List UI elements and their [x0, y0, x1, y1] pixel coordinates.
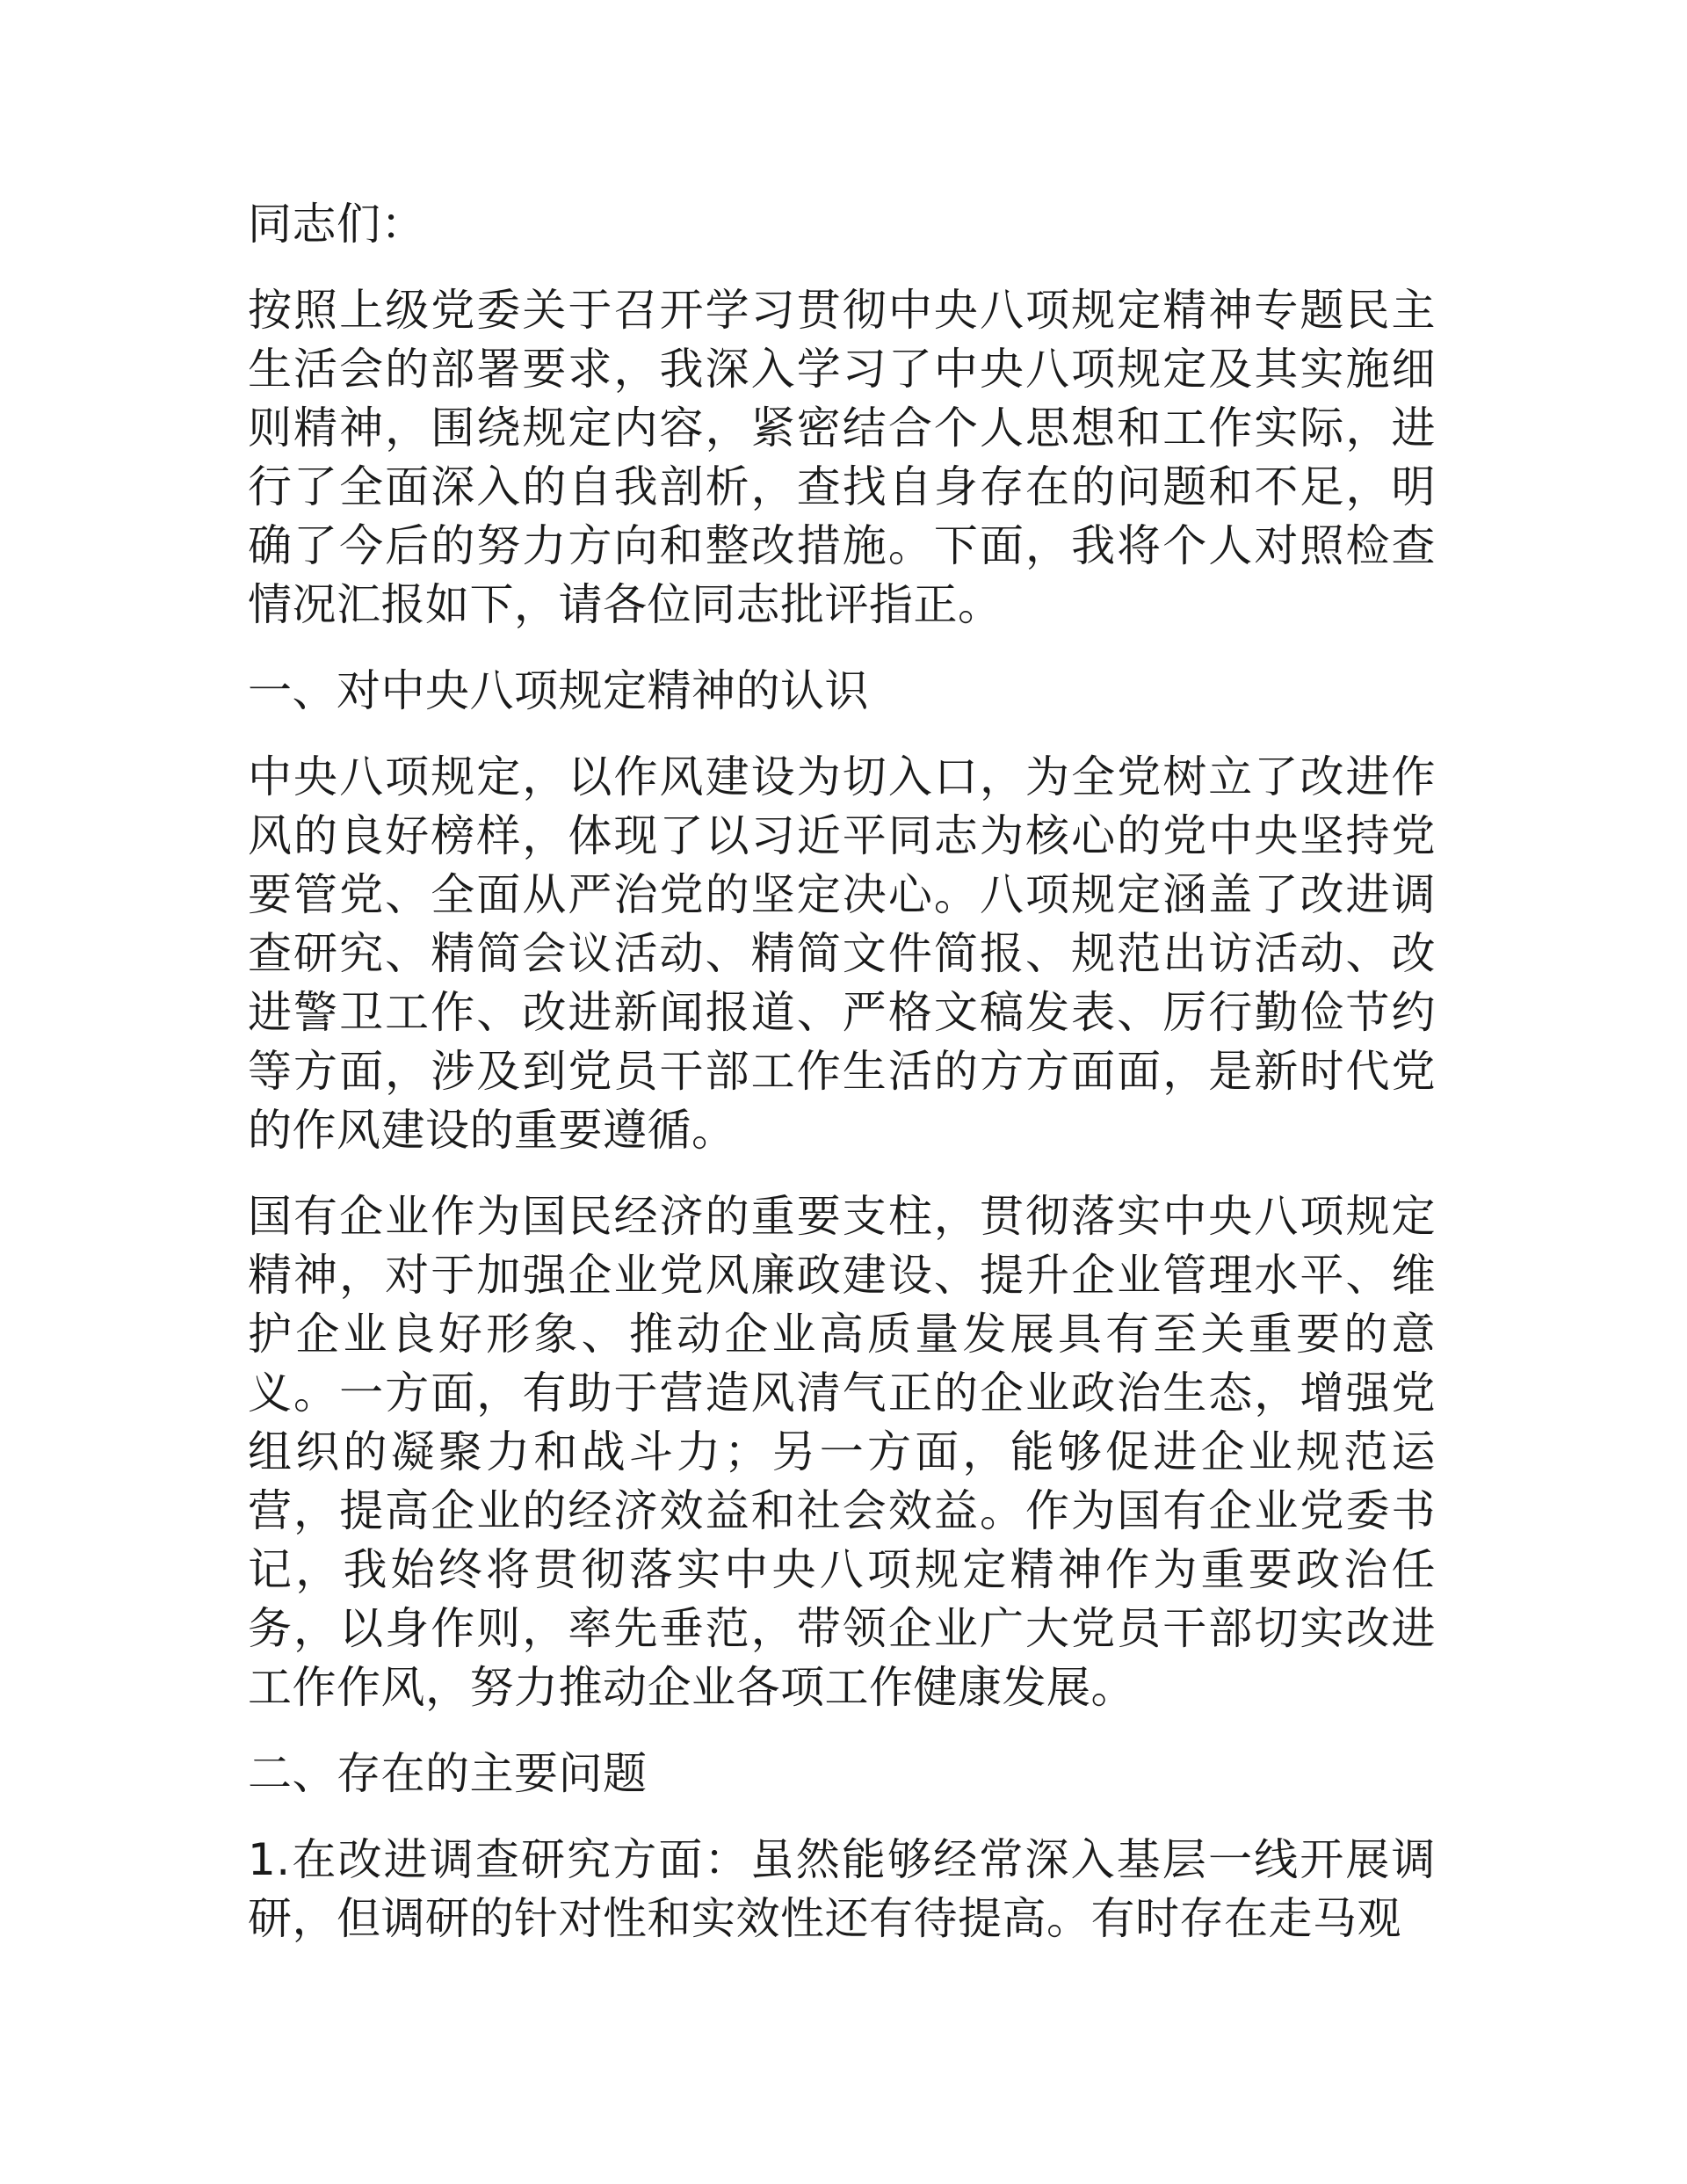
salutation: 同志们：	[248, 199, 425, 250]
section-heading-1: 一、对中央八项规定精神的认识	[248, 665, 869, 716]
intro-paragraph: 按照上级党委关于召开学习贯彻中央八项规定精神专题民主生活会的部署要求，我深入学习了中央八项规定及其实施细则精神，围绕规定内容，紧密结合个人思想和工作实际，进行了全面深入的自我剖析，查找自身存在的问题和不足，明确了今后的努力方向和整改措施。下面，我将个人对照检查情况汇报如下，请各位同志批评指正。	[248, 285, 1436, 630]
document-body	[248, 195, 1436, 1976]
section-heading-2: 二、存在的主要问题	[248, 1748, 648, 1799]
body-paragraph: 中央八项规定，以作风建设为切入口，为全党树立了改进作风的良好榜样，体现了以习近平同志为核心的党中央坚持党要管党、全面从严治党的坚定决心。八项规定涵盖了改进调查研究、精简会议活动、精简文件简报、规范出访活动、改进警卫工作、改进新闻报道、严格文稿发表、厉行勤俭节约等方面，涉及到党员干部工作生活的方方面面，是新时代党的作风建设的重要遵循。	[248, 751, 1436, 1156]
body-paragraph: 1.在改进调查研究方面：虽然能够经常深入基层一线开展调研，但调研的针对性和实效性还有待提高。有时存在走马观	[248, 1834, 1436, 1944]
body-paragraph: 国有企业作为国民经济的重要支柱，贯彻落实中央八项规定精神，对于加强企业党风廉政建设、提升企业管理水平、维护企业良好形象、推动企业高质量发展具有至关重要的意义。一方面，有助于营造风清气正的企业政治生态，增强党组织的凝聚力和战斗力；另一方面，能够促进企业规范运营，提高企业的经济效益和社会效益。作为国有企业党委书记，我始终将贯彻落实中央八项规定精神作为重要政治任务，以身作则，率先垂范，带领企业广大党员干部切实改进工作作风，努力推动企业各项工作健康发展。	[248, 1191, 1436, 1713]
